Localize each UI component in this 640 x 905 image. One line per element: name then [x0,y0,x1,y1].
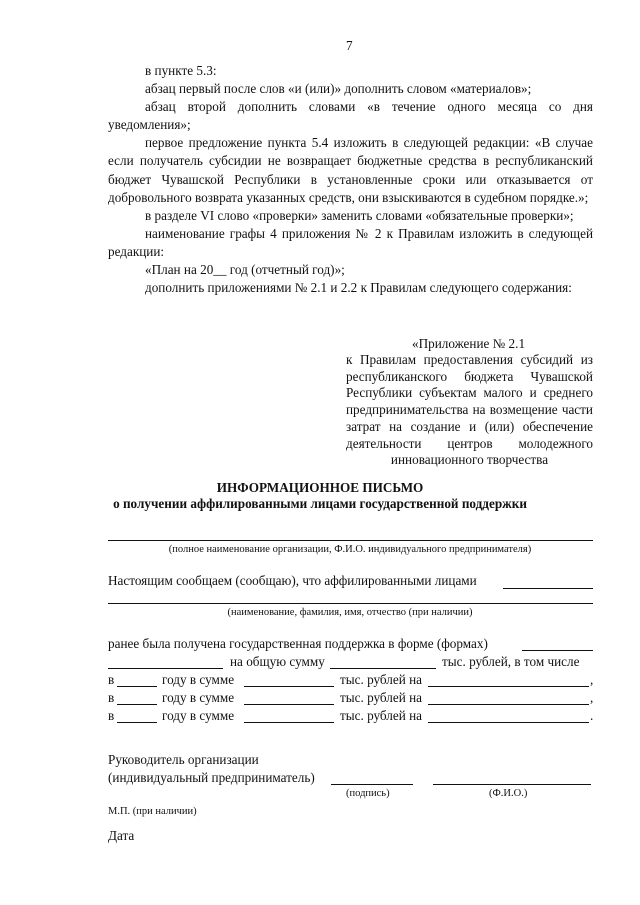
signature-caption: (подпись) [346,788,390,799]
form-subheading: о получении аффилированными лицами государственной поддержки [113,496,527,511]
row-end: . [590,708,594,723]
year-field[interactable] [117,722,157,723]
row-year-amount: году в сумме [162,690,235,705]
page-number: 7 [346,38,353,53]
amendment-item: абзац второй дополнить словами «в течение одного месяца со дня уведомления»; [108,99,593,133]
fio-line[interactable] [433,784,591,785]
amendment-item: наименование графы 4 приложения № 2 к Правилам изложить в следующей редакции: [108,225,593,259]
names-caption: (наименование, фамилия, имя, отчество (при наличии) [227,607,473,618]
amendment-item: абзац первый после слов «и (или)» дополнить словом «материалов»; [145,81,532,97]
amount-field[interactable] [244,704,334,705]
purpose-field[interactable] [428,686,589,687]
row-unit: тыс. рублей на [340,690,422,705]
row-unit: тыс. рублей на [340,708,422,723]
amount-field[interactable] [244,686,334,687]
total-amount-line[interactable] [330,668,436,669]
seal-text: М.П. (при наличии) [108,806,197,817]
support-form-line[interactable] [522,650,593,651]
purpose-field[interactable] [428,722,589,723]
row-end: , [590,690,594,705]
year-field[interactable] [117,686,157,687]
row-in: в [108,708,115,723]
appendix-title: «Приложение № 2.1 [412,336,526,351]
head-subtitle: (индивидуальный предприниматель) [108,770,315,785]
amendment-text [108,62,593,297]
affiliates-line[interactable] [503,588,593,589]
row-unit: тыс. рублей на [340,672,422,687]
appendix-text: к Правилам предоставления субсидий из республиканского бюджета Чувашской Республики субъектам малого и среднего предпринимательства на возмещение части затрат на создание и (или) обеспечение деятельности центров молодежного инновационного творчества [346,352,593,468]
amendment-item: первое предложение пункта 5.4 изложить в следующей редакции: «В случае если получатель субсидии не возвращает бюджетные средства в республиканский бюджет Чувашской Республики в установленные сроки или отказывается от добровольного возврата указанных средств, они взыскиваются в судебном порядке.»; [108,135,593,205]
org-name-line[interactable] [108,540,593,541]
org-name-caption: (полное наименование организации, Ф.И.О. индивидуального предпринимателя) [168,544,532,555]
notify-text: Настоящим сообщаем (сообщаю), что аффилированными лицами [108,573,477,588]
row-end: , [590,672,594,687]
amendment-item: в разделе VI слово «проверки» заменить словами «обязательные проверки»; [145,207,574,223]
year-field[interactable] [117,704,157,705]
head-title: Руководитель организации [108,752,259,767]
row-year-amount: году в сумме [162,708,235,723]
amount-field[interactable] [244,722,334,723]
row-in: в [108,672,115,687]
amendment-item: «План на 20__ год (отчетный год)»; [145,262,345,278]
total-unit-text: тыс. рублей, в том числе [442,654,580,669]
affiliates-names-line[interactable] [108,603,593,604]
signature-line[interactable] [331,784,413,785]
fio-caption: (Ф.И.О.) [489,788,528,799]
date-label: Дата [108,828,135,843]
amendment-item: дополнить приложениями № 2.1 и 2.2 к Правилам следующего содержания: [145,280,572,296]
received-text: ранее была получена государственная поддержка в форме (формах) [108,636,488,651]
total-text: на общую сумму [230,654,325,669]
purpose-field[interactable] [428,704,589,705]
row-in: в [108,690,115,705]
support-form-line-2[interactable] [108,668,223,669]
form-heading: ИНФОРМАЦИОННОЕ ПИСЬМО [216,480,424,495]
row-year-amount: году в сумме [162,672,235,687]
amendment-item: в пункте 5.3: [145,63,217,78]
